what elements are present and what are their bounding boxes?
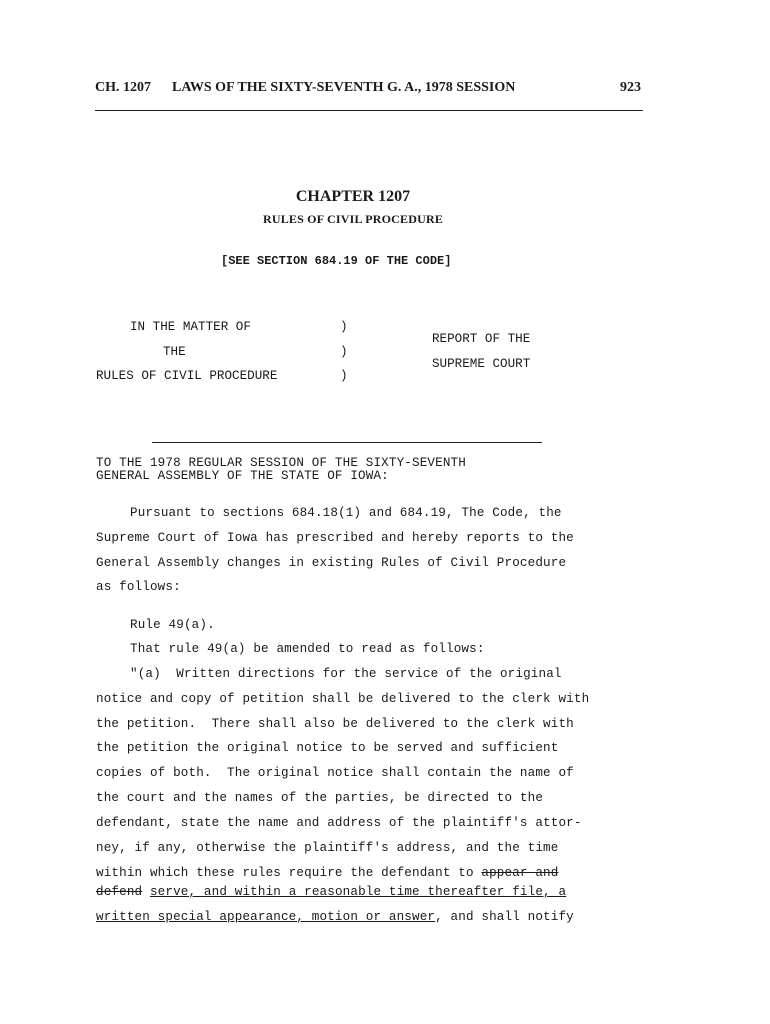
rule-text-line-7: defendant, state the name and address of the plaintiff's attor- [96,816,582,830]
rule-instruction: That rule 49(a) be amended to read as follows: [130,642,485,656]
page-number: 923 [620,80,641,95]
struck-text: defend [96,885,143,899]
code-reference: [SEE SECTION 684.19 OF THE CODE] [221,254,452,268]
rule-text-line-10 [96,885,566,899]
intro-line-4: as follows: [96,580,181,594]
inserted-text: written special appearance, motion or answer [96,910,436,924]
rule-text-line-4: the petition the original notice to be served and sufficient [96,741,559,755]
rule-text-line-6: the court and the names of the parties, be directed to the [96,791,544,805]
running-header-chapter: CH. 1207 [95,80,151,95]
rule-text-line-1: "(a) Written directions for the service of the original [130,667,562,681]
chapter-subtitle: RULES OF CIVIL PROCEDURE [262,212,444,226]
caption-left-line-3: RULES OF CIVIL PROCEDURE [96,369,278,383]
rule-text-line-11-plain: , and shall notify [435,910,574,924]
caption-bracket-2: ) [340,345,348,359]
rule-text-line-2: notice and copy of petition shall be delivered to the clerk with [96,692,590,706]
address-line-1: TO THE 1978 REGULAR SESSION OF THE SIXTY-SEVENTH [96,456,466,470]
struck-text: appear and [481,866,559,880]
intro-line-1: Pursuant to sections 684.18(1) and 684.19, The Code, the [130,506,562,520]
rule-text-line-9-plain: within which these rules require the defendant to [96,866,482,880]
intro-line-3: General Assembly changes in existing Rules of Civil Procedure [96,556,567,570]
rule-text-line-11 [96,910,574,924]
caption-right-line-1: REPORT OF THE [432,332,531,346]
caption-right-line-2: SUPREME COURT [432,357,531,371]
rule-text-line-3: the petition. There shall also be delivered to the clerk with [96,717,574,731]
caption-divider [152,442,542,443]
chapter-title: CHAPTER 1207 [295,188,411,205]
caption-left-line-1: IN THE MATTER OF [130,320,251,334]
intro-line-2: Supreme Court of Iowa has prescribed and hereby reports to the [96,531,574,545]
rule-text-line-5: copies of both. The original notice shall contain the name of [96,766,574,780]
caption-bracket-3: ) [340,369,348,383]
rule-text-line-8: ney, if any, otherwise the plaintiff's address, and the time [96,841,559,855]
rule-text-space [142,885,150,899]
running-header-title: LAWS OF THE SIXTY-SEVENTH G. A., 1978 SESSION [172,80,516,95]
header-divider [95,110,643,111]
address-line-2: GENERAL ASSEMBLY OF THE STATE OF IOWA: [96,469,389,483]
caption-bracket-1: ) [340,320,348,334]
inserted-text: serve, and within a reasonable time thereafter file, a [149,885,567,899]
rule-heading: Rule 49(a). [130,618,215,632]
caption-left-line-2: THE [163,345,186,359]
rule-text-line-9 [96,866,558,880]
